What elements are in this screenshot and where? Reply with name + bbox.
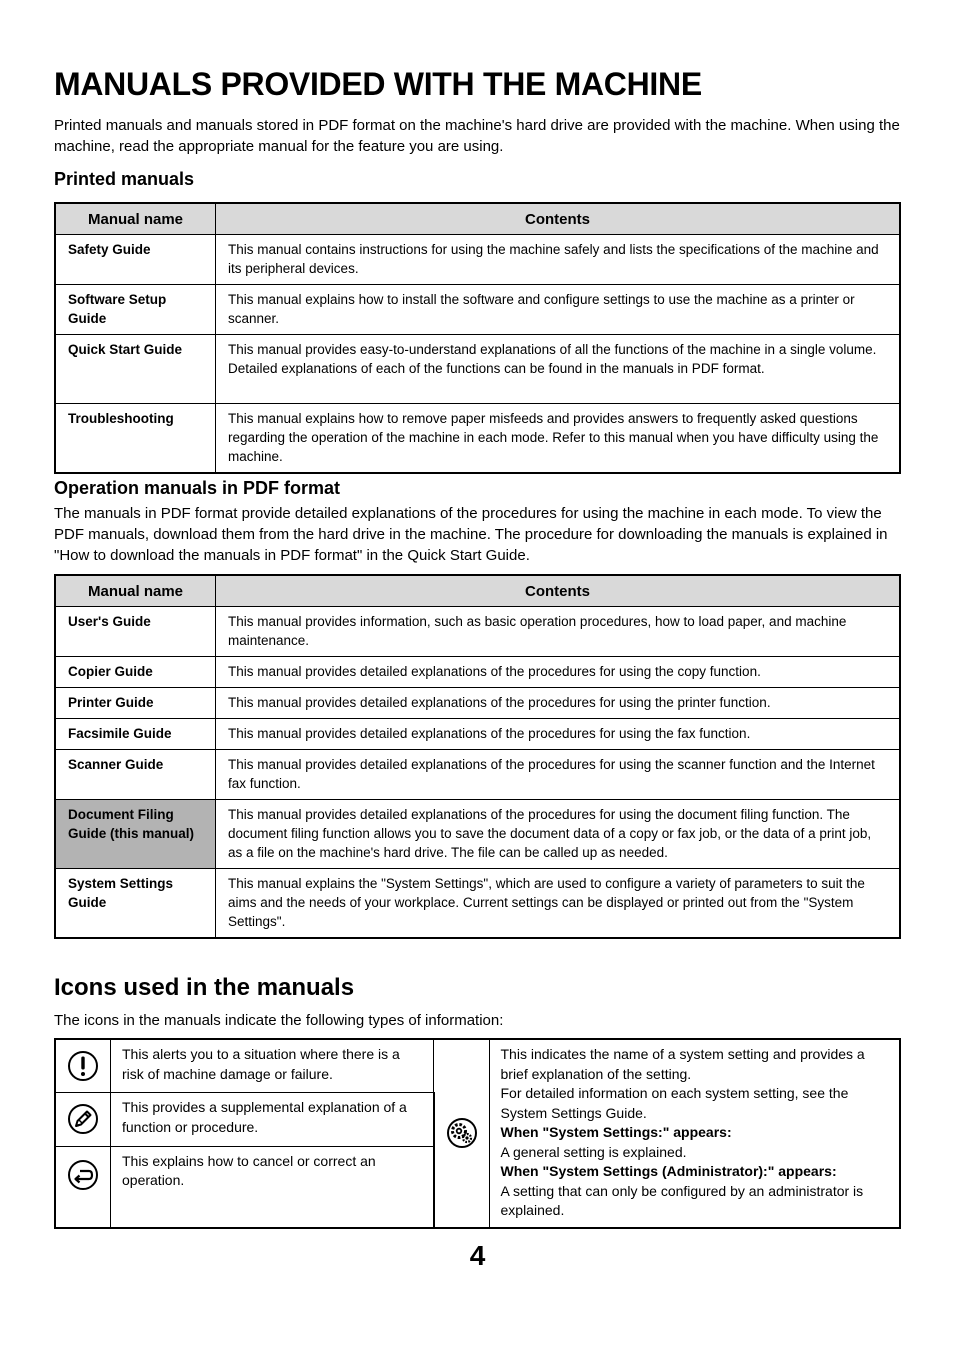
manual-name-cell: Printer Guide (55, 688, 216, 719)
icon-cell (434, 1039, 490, 1228)
description-line: For detailed information on each system setting, see the System Settings Guide. (500, 1085, 849, 1121)
description-line: A general setting is explained. (500, 1143, 687, 1160)
icons-table (54, 1038, 901, 1229)
icon-cell (55, 1146, 111, 1227)
manual-name-cell: Facsimile Guide (55, 719, 216, 750)
column-header-manual-name: Manual name (55, 575, 216, 607)
table-row (55, 235, 900, 285)
table-row (55, 285, 900, 335)
manual-name-cell: Scanner Guide (55, 750, 216, 800)
table-header-row (55, 575, 900, 607)
manual-contents-cell: This manual provides detailed explanations of the procedures for using the fax function. (216, 719, 901, 750)
column-header-contents: Contents (216, 575, 901, 607)
manual-name-cell: System Settings Guide (55, 869, 216, 939)
icon-cell (55, 1039, 111, 1093)
manual-name-cell: Copier Guide (55, 657, 216, 688)
description-line: This indicates the name of a system setting and provides a brief explanation of the setting. (500, 1046, 865, 1082)
manual-name-cell: User's Guide (55, 607, 216, 657)
printed-manuals-table (54, 202, 901, 474)
icons-heading: Icons used in the manuals (54, 974, 355, 1001)
column-header-manual-name: Manual name (55, 203, 216, 235)
manual-name-cell: Safety Guide (55, 235, 216, 285)
icons-intro-paragraph: The icons in the manuals indicate the following types of information: (54, 1012, 504, 1029)
manual-name-cell: Quick Start Guide (55, 335, 216, 404)
system-settings-gear-icon (446, 1117, 478, 1149)
icon-description-cell: This explains how to cancel or correct an operation. (111, 1146, 434, 1227)
description-label: When "System Settings (Administrator):" appears: (500, 1163, 837, 1179)
manual-contents-cell: This manual provides detailed explanations of the procedures for using the copy function. (216, 657, 901, 688)
table-row (55, 750, 900, 800)
column-header-contents: Contents (216, 203, 901, 235)
icon-description-cell: This alerts you to a situation where there is a risk of machine damage or failure. (111, 1039, 434, 1093)
table-row (55, 335, 900, 404)
manual-contents-cell (216, 335, 901, 404)
manual-name-cell: Troubleshooting (55, 404, 216, 474)
manual-contents-cell: This manual provides detailed explanations of the procedures for using the scanner function and the Internet fax function. (216, 750, 901, 800)
printed-manuals-heading: Printed manuals (54, 169, 195, 189)
icon-row (55, 1039, 900, 1093)
description-label: When "System Settings:" appears: (500, 1124, 732, 1140)
table-row (55, 688, 900, 719)
page-number: 4 (469, 1240, 486, 1271)
table-row (55, 800, 900, 869)
table-row (55, 404, 900, 474)
manual-contents-cell: This manual provides information, such as basic operation procedures, how to load paper, and machine maintenance. (216, 607, 901, 657)
manual-contents-cell: This manual explains the "System Settings", which are used to configure a variety of parameters to suit the aims and the needs of your workplace. Current settings can be displayed or printed out from the "System Settings". (216, 869, 901, 939)
manual-contents-cell: This manual provides detailed explanations of the procedures for using the document filing function. The document filing function allows you to save the document data of a copy or fax job, or the data of a print job, as a file on the machine's hard drive. The file can be called up as needed. (216, 800, 901, 869)
table-row (55, 869, 900, 939)
contents-line: Detailed explanations of each of the functions can be found in the manuals in PDF format. (228, 361, 765, 376)
warning-icon (67, 1050, 99, 1082)
intro-paragraph: Printed manuals and manuals stored in PDF format on the machine's hard drive are provided with the machine. When using the machine, read the appropriate manual for the feature you are using. (54, 117, 900, 155)
description-line: A setting that can only be configured by an administrator is explained. (500, 1182, 864, 1218)
manual-contents-cell: This manual explains how to remove paper misfeeds and provides answers to frequently asked questions regarding the operation of the machine in each mode. Refer to this manual when you have difficulty using the machine. (216, 404, 901, 474)
return-arrow-icon (67, 1159, 99, 1191)
manual-contents-cell: This manual contains instructions for using the machine safely and lists the specifications of the machine and its peripheral devices. (216, 235, 901, 285)
manual-name-cell: Software Setup Guide (55, 285, 216, 335)
pdf-intro-paragraph: The manuals in PDF format provide detailed explanations of the procedures for using the machine in each mode. To view the PDF manuals, download them from the hard drive in the machine. The procedure for downloading the manuals is explained in "How to download the manuals in PDF format" in the Quick Start Guide. (54, 505, 888, 564)
icon-description-cell: This provides a supplemental explanation of a function or procedure. (111, 1093, 434, 1147)
table-row (55, 607, 900, 657)
manual-contents-cell: This manual provides detailed explanations of the procedures for using the printer function. (216, 688, 901, 719)
page-title: MANUALS PROVIDED WITH THE MACHINE (54, 66, 702, 102)
icon-cell (55, 1093, 111, 1147)
system-settings-description-cell (489, 1039, 900, 1228)
table-row (55, 719, 900, 750)
pdf-manuals-table (54, 574, 901, 939)
contents-line: This manual provides easy-to-understand explanations of all the functions of the machine in a single volume. (228, 342, 877, 357)
table-row (55, 657, 900, 688)
manual-contents-cell: This manual explains how to install the software and configure settings to use the machine as a printer or scanner. (216, 285, 901, 335)
note-pencil-icon (67, 1103, 99, 1135)
pdf-manuals-heading: Operation manuals in PDF format (54, 478, 341, 498)
table-header-row (55, 203, 900, 235)
manual-name-cell-highlighted: Document Filing Guide (this manual) (55, 800, 216, 869)
